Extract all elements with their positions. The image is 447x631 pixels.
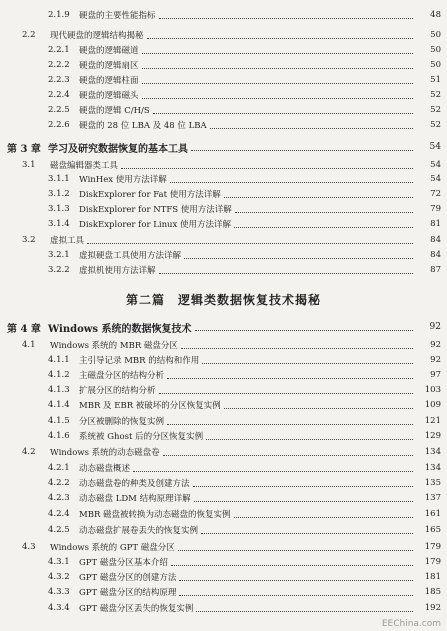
entry-page-number: 50 xyxy=(430,45,441,55)
entry-page-number: 129 xyxy=(424,431,441,441)
toc-entry xyxy=(0,368,447,382)
entry-number: 3.1.2 xyxy=(48,189,70,199)
toc-entry xyxy=(0,461,447,475)
entry-title: 硬盘的主要性能指标 xyxy=(79,11,156,21)
entry-number: 3.2.2 xyxy=(48,265,70,275)
toc-entry xyxy=(0,202,447,216)
toc-entry xyxy=(0,248,447,262)
dot-leader xyxy=(206,438,413,440)
entry-title: 磁盘编辑器类工具 xyxy=(50,161,119,171)
entry-page-number: 109 xyxy=(424,400,441,410)
entry-title: 扩展分区的结构分析 xyxy=(79,386,156,396)
dot-leader xyxy=(202,362,413,364)
entry-page-number: 79 xyxy=(430,204,441,214)
dot-leader xyxy=(163,454,413,456)
toc-entry xyxy=(0,445,447,459)
entry-number: 4.2.1 xyxy=(48,463,70,473)
entry-title: 动态磁盘概述 xyxy=(79,464,131,474)
dot-leader xyxy=(142,82,413,84)
entry-title: 硬盘的逻辑磁道 xyxy=(79,46,139,56)
entry-page-number: 52 xyxy=(430,120,441,130)
entry-page-number: 52 xyxy=(430,105,441,115)
entry-number: 3.1.4 xyxy=(48,219,70,229)
entry-number: 3.1 xyxy=(22,160,36,170)
dot-leader xyxy=(153,112,413,114)
dot-leader xyxy=(121,167,413,169)
entry-number: 4.2.3 xyxy=(48,493,70,503)
toc-entry xyxy=(0,476,447,490)
dot-leader xyxy=(147,37,413,39)
entry-title: 虚拟机使用方法详解 xyxy=(79,266,156,276)
toc-entry xyxy=(0,570,447,584)
dot-leader xyxy=(179,579,413,581)
toc-entry xyxy=(0,540,447,554)
entry-page-number: 51 xyxy=(430,75,441,85)
entry-page-number: 137 xyxy=(424,493,441,503)
entry-number: 3.1.1 xyxy=(48,174,70,184)
entry-title: 动态磁盘卷的种类及创建方法 xyxy=(79,479,190,489)
dot-leader xyxy=(234,516,413,518)
entry-title: GPT 磁盘分区的创建方法 xyxy=(79,573,177,583)
toc-entry xyxy=(0,601,447,615)
entry-title: 虚拟工具 xyxy=(50,236,85,246)
entry-page-number: 50 xyxy=(430,60,441,70)
entry-title: 硬盘的逻辑扇区 xyxy=(79,61,139,71)
entry-page-number: 97 xyxy=(430,370,441,380)
toc-entry xyxy=(0,73,447,87)
entry-title: 学习及研究数据恢复的基本工具 xyxy=(48,143,188,155)
entry-number: 2.2 xyxy=(22,30,36,40)
entry-number: 4.3 xyxy=(22,542,36,552)
entry-number: 4.2.5 xyxy=(48,525,70,535)
dot-leader xyxy=(181,347,413,349)
dot-leader xyxy=(191,149,413,151)
entry-page-number: 54 xyxy=(430,160,441,170)
entry-number: 4.1.4 xyxy=(48,400,70,410)
dot-leader xyxy=(159,17,413,19)
entry-title: 系统被 Ghost 后的分区恢复实例 xyxy=(79,432,204,442)
dot-leader xyxy=(195,329,413,331)
entry-page-number: 103 xyxy=(424,385,441,395)
dot-leader xyxy=(142,52,413,54)
dot-leader xyxy=(159,392,413,394)
entry-title: Windows 系统的 GPT 磁盘分区 xyxy=(50,543,175,553)
dot-leader xyxy=(178,549,413,551)
entry-number: 4.1.2 xyxy=(48,370,70,380)
watermark: EEChina.com xyxy=(381,619,441,629)
entry-title: 分区被删除的恢复实例 xyxy=(79,417,165,427)
entry-page-number: 81 xyxy=(430,219,441,229)
toc-entry xyxy=(0,233,447,247)
toc-entry xyxy=(0,88,447,102)
entry-page-number: 48 xyxy=(430,10,441,20)
entry-title: DiskExplorer for Linux 使用方法详解 xyxy=(79,220,232,230)
entry-page-number: 179 xyxy=(424,557,441,567)
entry-title: 虚拟硬盘工具使用方法详解 xyxy=(79,251,182,261)
entry-number: 2.2.6 xyxy=(48,120,70,130)
entry-number: 4.1.1 xyxy=(48,355,70,365)
dot-leader xyxy=(87,242,413,244)
dot-leader xyxy=(193,485,413,487)
entry-number: 4.3.3 xyxy=(48,587,70,597)
part-heading: 第二篇 逻辑类数据恢复技术揭秘 xyxy=(125,293,321,307)
entry-title: MBR 及 EBR 被破坏的分区恢复实例 xyxy=(79,401,221,411)
entry-page-number: 165 xyxy=(424,525,441,535)
entry-title: 硬盘的 28 位 LBA 及 48 位 LBA xyxy=(79,121,207,131)
dot-leader xyxy=(159,272,413,274)
dot-leader xyxy=(184,257,413,259)
entry-number: 2.2.2 xyxy=(48,60,70,70)
toc-entry xyxy=(0,523,447,537)
entry-page-number: 135 xyxy=(424,478,441,488)
toc-entry xyxy=(0,429,447,443)
entry-title: GPT 磁盘分区丢失的恢复实例 xyxy=(79,604,194,614)
entry-page-number: 181 xyxy=(424,572,441,582)
toc-entry xyxy=(0,118,447,132)
toc-entry xyxy=(0,320,447,334)
entry-page-number: 121 xyxy=(424,416,441,426)
entry-number: 3.1.3 xyxy=(48,204,70,214)
entry-title: GPT 磁盘分区基本介绍 xyxy=(79,558,168,568)
entry-title: DiskExplorer for Fat 使用方法详解 xyxy=(79,190,221,200)
entry-title: MBR 磁盘被转换为动态磁盘的恢复实例 xyxy=(79,510,231,520)
dot-leader xyxy=(210,127,413,129)
dot-leader xyxy=(196,610,413,612)
entry-number: 4.3.1 xyxy=(48,557,70,567)
dot-leader xyxy=(170,181,413,183)
entry-page-number: 161 xyxy=(424,509,441,519)
entry-page-number: 54 xyxy=(430,174,441,184)
toc-entry xyxy=(0,43,447,57)
toc-entry xyxy=(0,172,447,186)
dot-leader xyxy=(142,97,413,99)
entry-page-number: 72 xyxy=(430,189,441,199)
entry-page-number: 185 xyxy=(424,587,441,597)
dot-leader xyxy=(167,423,413,425)
entry-page-number: 92 xyxy=(429,322,441,332)
entry-number: 2.2.3 xyxy=(48,75,70,85)
entry-number: 2.2.4 xyxy=(48,90,70,100)
entry-page-number: 92 xyxy=(430,340,441,350)
toc-entry xyxy=(0,507,447,521)
toc-entry xyxy=(0,338,447,352)
entry-page-number: 52 xyxy=(430,90,441,100)
entry-title: 硬盘的逻辑柱面 xyxy=(79,76,139,86)
entry-page-number: 54 xyxy=(429,142,441,152)
entry-number: 4.1.5 xyxy=(48,416,70,426)
entry-title: 动态磁盘扩展卷丢失的恢复实例 xyxy=(79,526,199,536)
entry-page-number: 92 xyxy=(430,355,441,365)
toc-entry xyxy=(0,158,447,172)
entry-page-number: 84 xyxy=(430,250,441,260)
entry-number: 2.2.1 xyxy=(48,45,70,55)
dot-leader xyxy=(234,226,413,228)
entry-number: 4.1 xyxy=(22,340,36,350)
entry-number: 第 4 章 xyxy=(7,323,41,335)
entry-title: 现代硬盘的逻辑结构揭秘 xyxy=(50,31,144,41)
entry-title: 硬盘的逻辑磁头 xyxy=(79,91,139,101)
entry-number: 3.2.1 xyxy=(48,250,70,260)
dot-leader xyxy=(133,470,413,472)
toc-entry xyxy=(0,217,447,231)
entry-number: 4.2.2 xyxy=(48,478,70,488)
entry-page-number: 84 xyxy=(430,235,441,245)
toc-entry xyxy=(0,187,447,201)
entry-title: 主引导记录 MBR 的结构和作用 xyxy=(79,356,200,366)
toc-entry xyxy=(0,555,447,569)
toc-entry xyxy=(0,8,447,22)
dot-leader xyxy=(235,211,413,213)
dot-leader xyxy=(171,564,413,566)
dot-leader xyxy=(167,377,413,379)
entry-number: 4.3.4 xyxy=(48,603,70,613)
entry-number: 3.2 xyxy=(22,235,36,245)
toc-entry xyxy=(0,353,447,367)
toc-entry xyxy=(0,398,447,412)
dot-leader xyxy=(224,407,413,409)
entry-number: 2.1.9 xyxy=(48,10,70,20)
entry-number: 4.3.2 xyxy=(48,572,70,582)
entry-title: 硬盘的逻辑 C/H/S xyxy=(79,106,150,116)
toc-entry xyxy=(0,28,447,42)
entry-page-number: 87 xyxy=(430,265,441,275)
dot-leader xyxy=(179,594,413,596)
toc-entry xyxy=(0,263,447,277)
dot-leader xyxy=(194,500,413,502)
dot-leader xyxy=(142,67,413,69)
entry-title: Windows 系统的 MBR 磁盘分区 xyxy=(50,341,178,351)
entry-number: 4.2.4 xyxy=(48,509,70,519)
toc-entry xyxy=(0,140,447,154)
toc-entry xyxy=(0,491,447,505)
entry-number: 4.1.3 xyxy=(48,385,70,395)
entry-title: DiskExplorer for NTFS 使用方法详解 xyxy=(79,205,232,215)
entry-page-number: 134 xyxy=(424,447,441,457)
toc-entry xyxy=(0,58,447,72)
entry-page-number: 179 xyxy=(424,542,441,552)
toc-entry xyxy=(0,383,447,397)
entry-title: 主磁盘分区的结构分析 xyxy=(79,371,165,381)
entry-number: 4.2 xyxy=(22,447,36,457)
entry-page-number: 192 xyxy=(424,603,441,613)
entry-title: Windows 系统的数据恢复技术 xyxy=(48,323,192,335)
dot-leader xyxy=(224,196,413,198)
entry-page-number: 134 xyxy=(424,463,441,473)
dot-leader xyxy=(201,532,413,534)
entry-page-number: 50 xyxy=(430,30,441,40)
toc-entry xyxy=(0,414,447,428)
entry-title: WinHex 使用方法详解 xyxy=(79,175,167,185)
entry-title: GPT 磁盘分区的结构原理 xyxy=(79,588,177,598)
entry-title: 动态磁盘 LDM 结构原理详解 xyxy=(79,494,191,504)
toc-entry xyxy=(0,103,447,117)
entry-number: 4.1.6 xyxy=(48,431,70,441)
entry-number: 2.2.5 xyxy=(48,105,70,115)
entry-title: Windows 系统的动态磁盘卷 xyxy=(50,448,160,458)
toc-entry xyxy=(0,585,447,599)
entry-number: 第 3 章 xyxy=(7,143,41,155)
